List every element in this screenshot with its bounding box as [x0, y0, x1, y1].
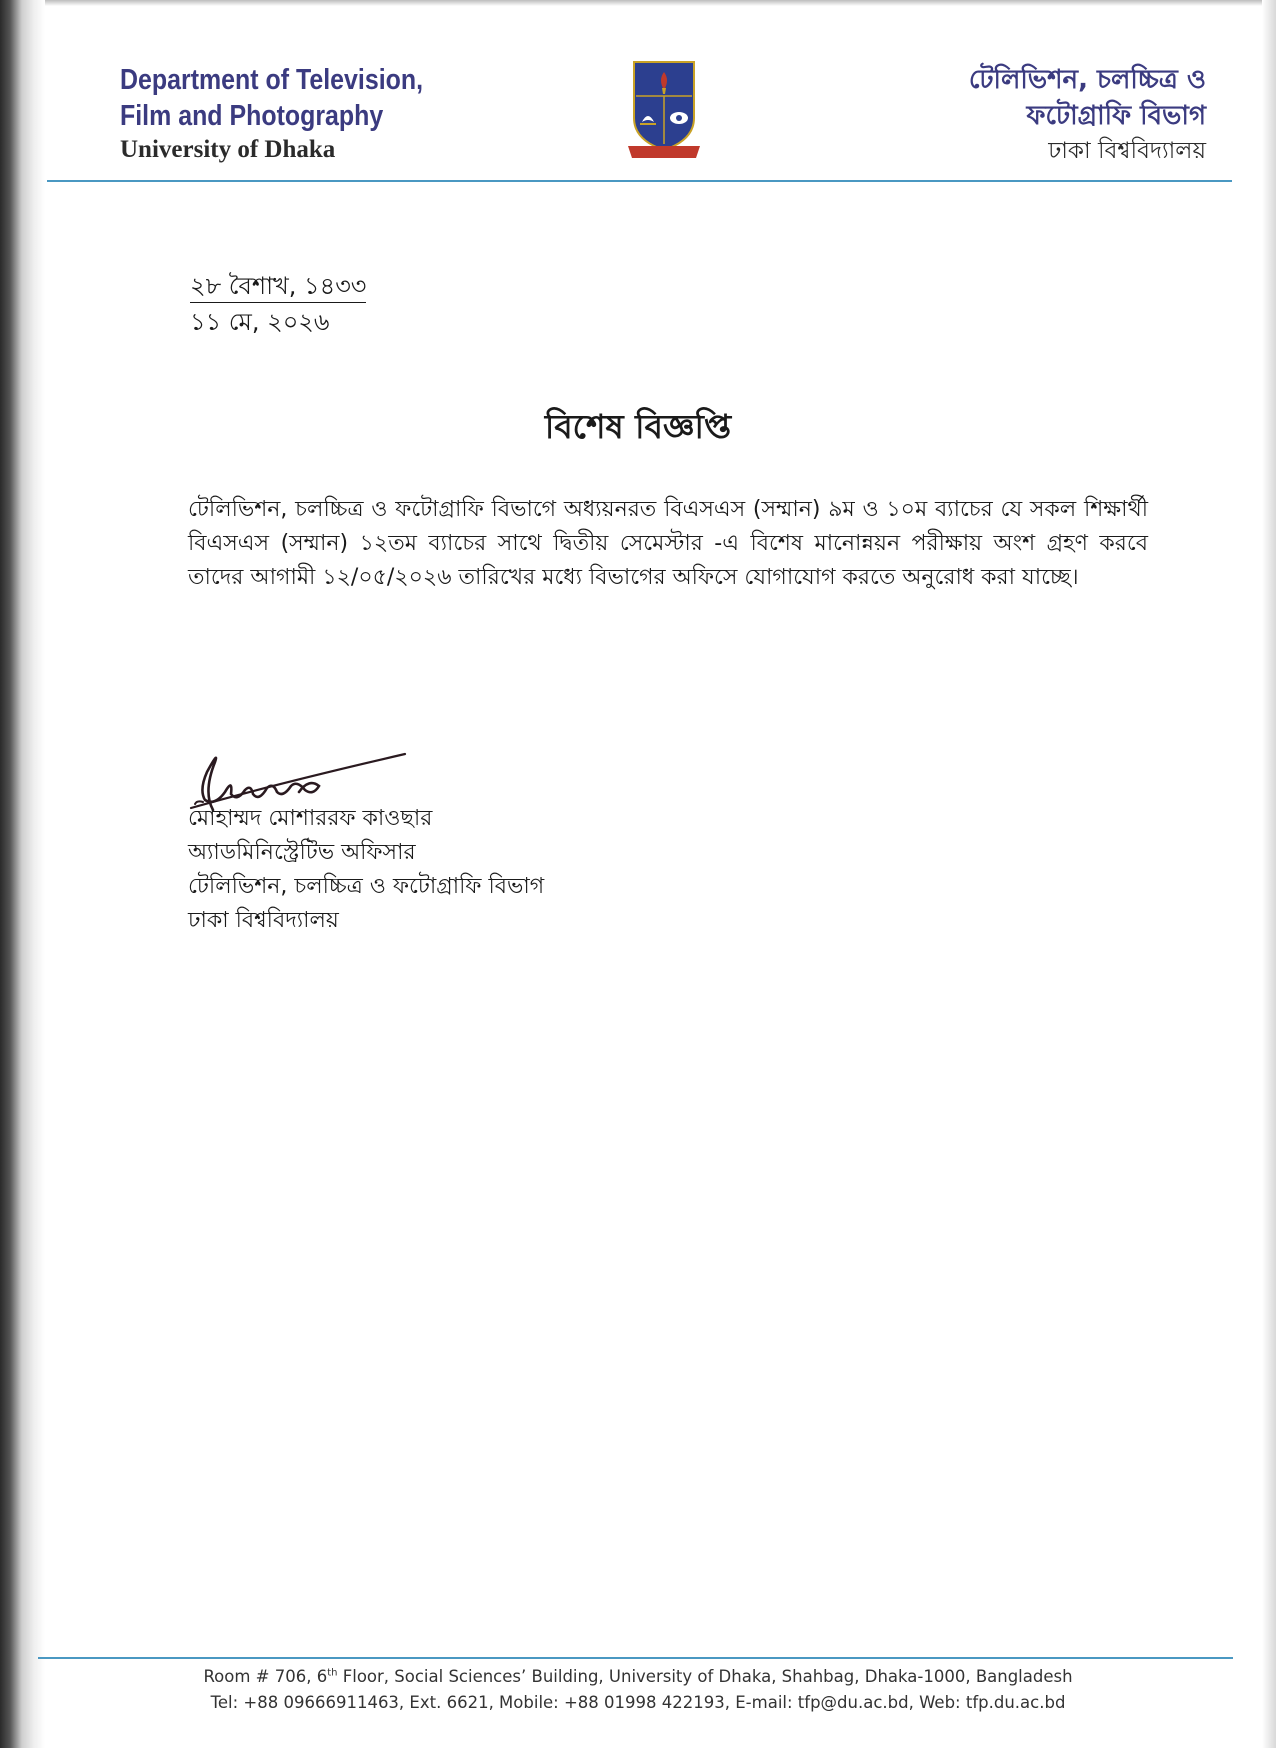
university-name-en: University of Dhaka: [120, 136, 336, 163]
signatory-department: টেলিভিশন, চলচ্চিত্র ও ফটোগ্রাফি বিভাগ: [188, 874, 545, 899]
scan-right-edge: [1262, 0, 1276, 1748]
footer: [0, 1664, 1276, 1716]
signatory-name: মোহাম্মদ মোশাররফ কাওছার: [188, 806, 433, 831]
signatory-designation: অ্যাডমিনিস্ট্রেটিভ অফিসার: [188, 840, 416, 865]
scan-top-edge: [0, 0, 1276, 6]
header-divider: [47, 180, 1232, 182]
footer-contact: Tel: +88 09666911463, Ext. 6621, Mobile: +88 01998 422193, E-mail: tfp@du.ac.bd, Web: tfp.du.ac.bd: [210, 1693, 1066, 1712]
letterhead-bangla: [969, 62, 1206, 168]
department-name-en-line1: Department of Television,: [120, 64, 424, 96]
notice-body: টেলিভিশন, চলচ্চিত্র ও ফটোগ্রাফি বিভাগে অধ্যয়নরত বিএসএস (সম্মান) ৯ম ও ১০ম ব্যাচের যে সকল শিক্ষার্থী বিএসএস (সম্মান) ১২তম ব্যাচের সাথে দ্বিতীয় সেমেস্টার -এ বিশেষ মানোন্নয়ন পরীক্ষায় অংশ গ্রহণ করবে তাদের আগামী ১২/০৫/২০২৬ তারিখের মধ্যে বিভাগের অফিসে যোগাযোগ করতে অনুরোধ করা যাচ্ছে।: [188, 497, 1148, 590]
footer-address: Room # 706, 6th Floor, Social Sciences’ Building, University of Dhaka, Shahbag, Dhaka-1000, Bangladesh: [203, 1667, 1073, 1686]
date-bangla: ২৮ বৈশাখ, ১৪৩৩: [190, 270, 366, 303]
notice-title: বিশেষ বিজ্ঞপ্তি: [544, 407, 732, 446]
scan-left-edge: [0, 0, 45, 1748]
department-name-en-line2: Film and Photography: [120, 100, 384, 132]
date-block: [190, 268, 366, 340]
signatory-block: [188, 802, 544, 938]
department-name-bn-line2: ফটোগ্রাফি বিভাগ: [1026, 101, 1206, 131]
footer-divider: [38, 1657, 1233, 1659]
letterhead-english: [120, 62, 472, 166]
department-name-bn-line1: টেলিভিশন, চলচ্চিত্র ও: [968, 65, 1206, 95]
university-name-bn: ঢাকা বিশ্ববিদ্যালয়: [1048, 138, 1206, 164]
university-logo-icon: [626, 58, 702, 160]
signatory-university: ঢাকা বিশ্ববিদ্যালয়: [188, 908, 339, 933]
date-gregorian: ১১ মে, ২০২৬: [190, 308, 330, 336]
